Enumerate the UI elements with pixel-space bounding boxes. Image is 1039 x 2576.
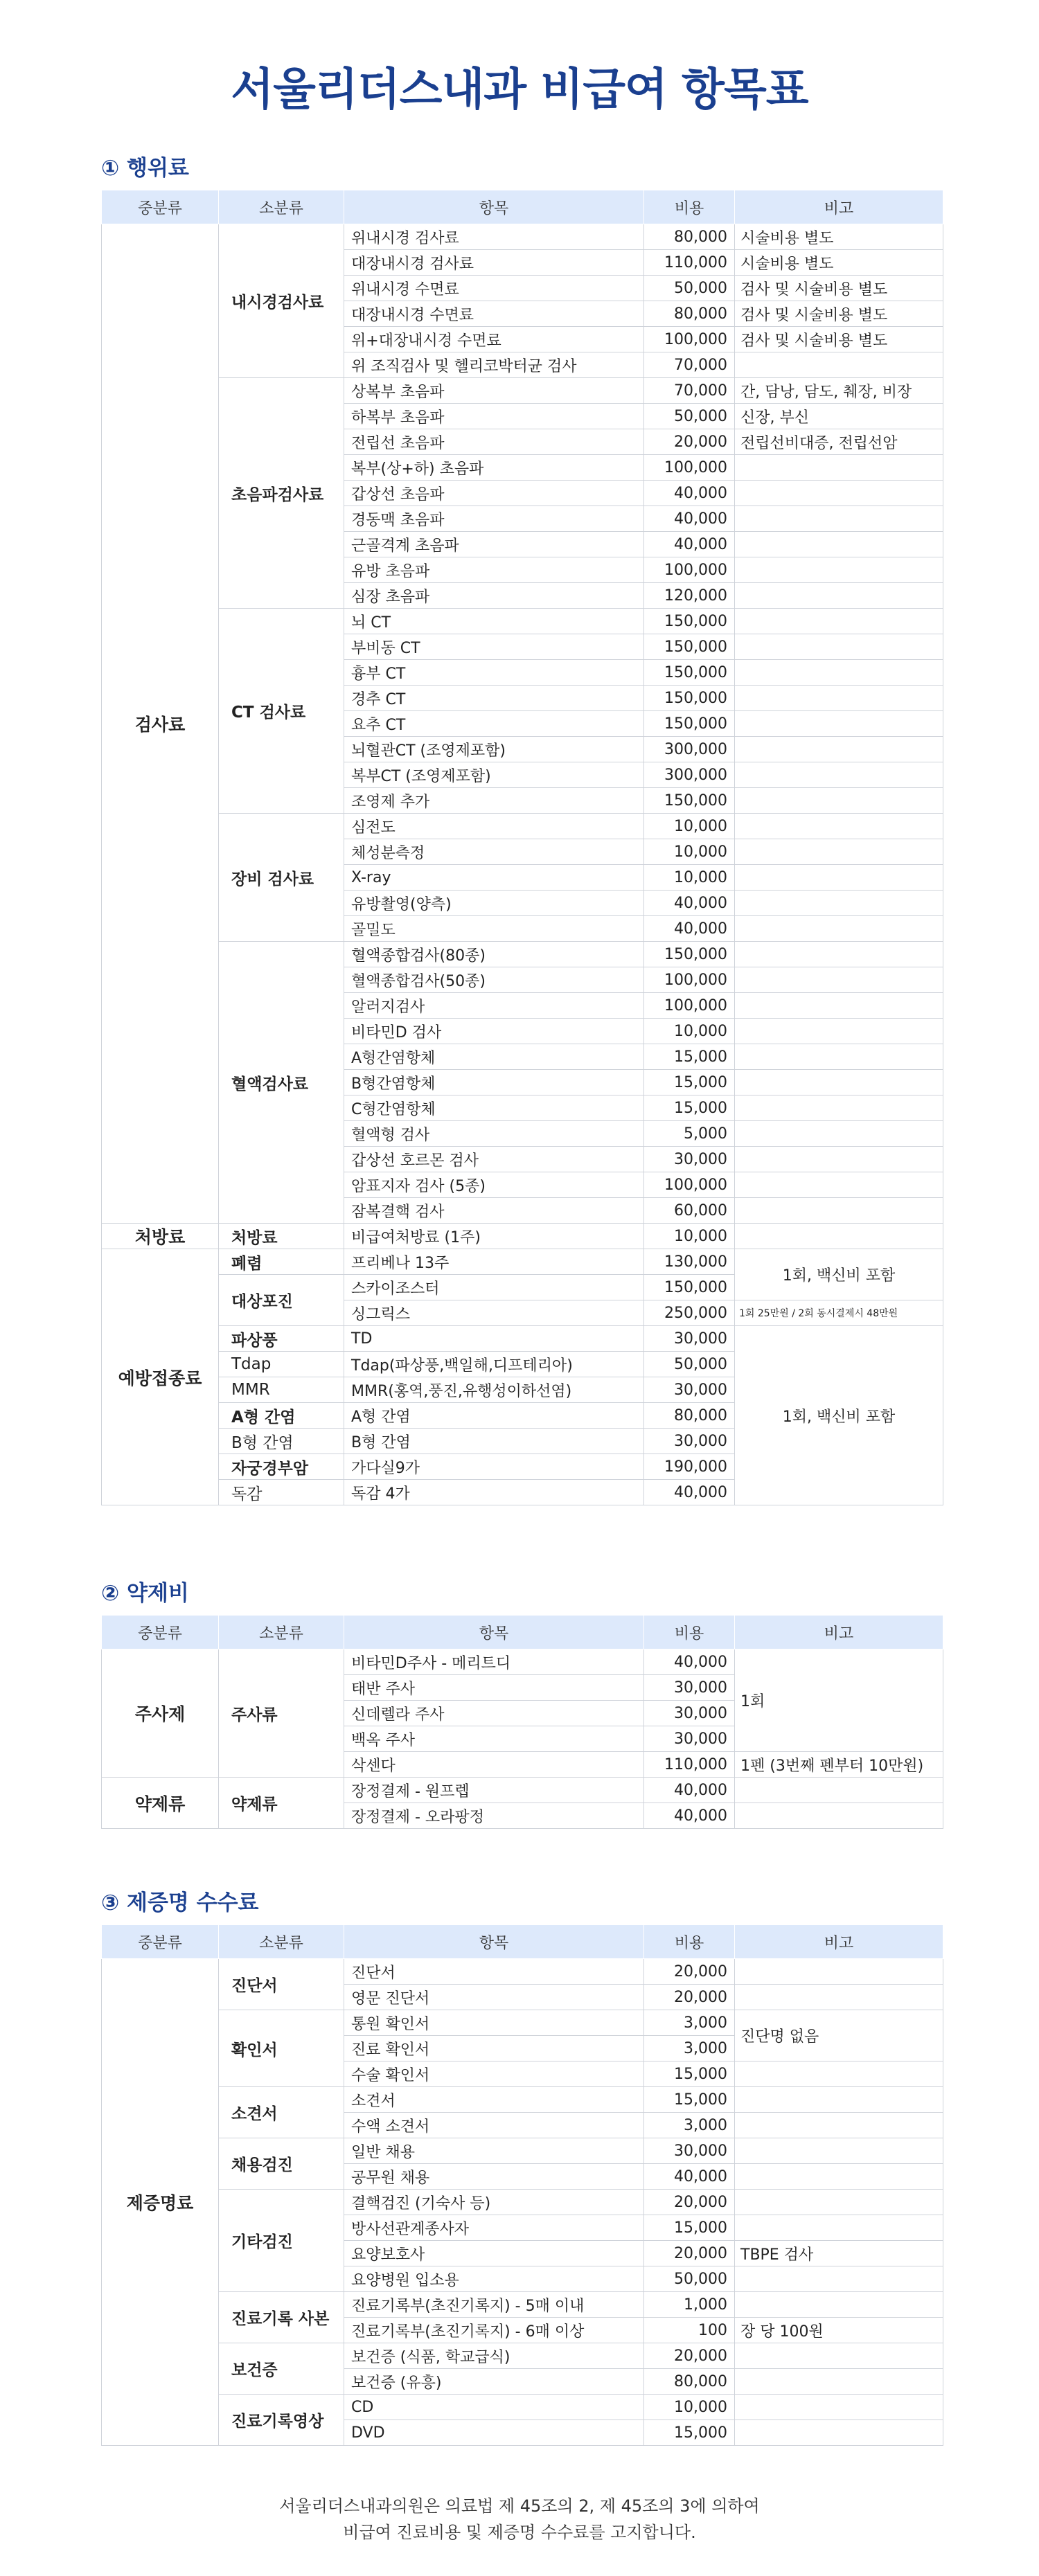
item-note bbox=[735, 2164, 943, 2190]
item-note: 신장, 부신 bbox=[735, 404, 943, 429]
item-cost: 150,000 bbox=[644, 634, 735, 660]
item-cost: 30,000 bbox=[644, 2138, 735, 2164]
table-row bbox=[102, 942, 943, 967]
item-note bbox=[735, 2113, 943, 2138]
item-note: 전립선비대증, 전립선암 bbox=[735, 429, 943, 455]
item-cost: 15,000 bbox=[644, 1095, 735, 1121]
item-name: 위내시경 검사료 bbox=[344, 224, 644, 250]
item-name: 가다실9가 bbox=[344, 1454, 644, 1480]
item-note bbox=[735, 762, 943, 788]
item-note: 검사 및 시술비용 별도 bbox=[735, 301, 943, 327]
item-cost: 250,000 bbox=[644, 1300, 735, 1326]
item-cost: 300,000 bbox=[644, 737, 735, 762]
item-name: 비타민D주사 - 메리트디 bbox=[344, 1649, 644, 1675]
table-row bbox=[102, 2343, 943, 2369]
minor-category: 혈액검사료 bbox=[219, 942, 344, 1224]
item-name: 프리베나 13주 bbox=[344, 1249, 644, 1275]
item-note bbox=[735, 1121, 943, 1147]
item-cost: 5,000 bbox=[644, 1121, 735, 1147]
item-name: 요양보호사 bbox=[344, 2241, 644, 2266]
column-header-minor: 소분류 bbox=[219, 190, 344, 224]
item-cost: 150,000 bbox=[644, 660, 735, 686]
item-cost: 30,000 bbox=[644, 1326, 735, 1352]
item-note-merged: 1회 bbox=[735, 1649, 943, 1752]
item-name: 유방촬영(양측) bbox=[344, 891, 644, 916]
item-cost: 30,000 bbox=[644, 1429, 735, 1454]
item-cost: 10,000 bbox=[644, 2395, 735, 2420]
item-name: 경추 CT bbox=[344, 686, 644, 711]
item-cost: 20,000 bbox=[644, 1959, 735, 1985]
column-header-cost: 비용 bbox=[644, 1925, 735, 1959]
item-cost: 40,000 bbox=[644, 916, 735, 942]
item-note bbox=[735, 660, 943, 686]
item-cost: 80,000 bbox=[644, 301, 735, 327]
item-name: CD bbox=[344, 2395, 644, 2420]
item-name: 장정결제 - 오라팡정 bbox=[344, 1803, 644, 1829]
item-name: 신데렐라 주사 bbox=[344, 1701, 644, 1726]
item-note bbox=[735, 2395, 943, 2420]
minor-category: 확인서 bbox=[219, 2010, 344, 2087]
item-note bbox=[735, 1044, 943, 1070]
minor-category: 파상풍 bbox=[219, 1326, 344, 1352]
item-cost: 40,000 bbox=[644, 506, 735, 532]
item-note bbox=[735, 1095, 943, 1121]
footer-line-1: 서울리더스내과의원은 의료법 제 45조의 2, 제 45조의 3에 의하여 bbox=[279, 2496, 760, 2516]
item-note: 1회 25만원 / 2회 동시결제시 48만원 bbox=[735, 1300, 943, 1326]
item-name: 유방 초음파 bbox=[344, 557, 644, 583]
item-note bbox=[735, 2369, 943, 2395]
item-cost: 3,000 bbox=[644, 2113, 735, 2138]
item-note bbox=[735, 609, 943, 634]
item-name: 요추 CT bbox=[344, 711, 644, 737]
item-note bbox=[735, 839, 943, 865]
item-name: C형간염항체 bbox=[344, 1095, 644, 1121]
item-cost: 10,000 bbox=[644, 839, 735, 865]
item-name: 수액 소견서 bbox=[344, 2113, 644, 2138]
item-cost: 150,000 bbox=[644, 711, 735, 737]
item-name: 암표지자 검사 (5종) bbox=[344, 1172, 644, 1198]
section-heading: ① 행위료 bbox=[101, 156, 189, 181]
minor-category: 진료기록 사본 bbox=[219, 2292, 344, 2343]
item-name: 영문 진단서 bbox=[344, 1985, 644, 2010]
item-name: 위내시경 수면료 bbox=[344, 276, 644, 301]
item-name: 뇌혈관CT (조영제포함) bbox=[344, 737, 644, 762]
column-header-note: 비고 bbox=[735, 190, 943, 224]
major-category: 제증명료 bbox=[102, 1959, 219, 2446]
table-row bbox=[102, 2087, 943, 2113]
major-category: 검사료 bbox=[102, 224, 219, 1224]
header-row bbox=[102, 1925, 943, 1959]
item-name: 갑상선 초음파 bbox=[344, 481, 644, 506]
item-name: 진료기록부(초진기록지) - 6매 이상 bbox=[344, 2318, 644, 2343]
item-name: 경동맥 초음파 bbox=[344, 506, 644, 532]
item-note bbox=[735, 916, 943, 942]
item-cost: 50,000 bbox=[644, 1352, 735, 1377]
item-note bbox=[735, 1224, 943, 1249]
minor-category: 진료기록영상 bbox=[219, 2395, 344, 2446]
item-cost: 110,000 bbox=[644, 250, 735, 276]
minor-category: 대상포진 bbox=[219, 1275, 344, 1326]
major-category: 예방접종료 bbox=[102, 1249, 219, 1505]
minor-category: 초음파검사료 bbox=[219, 378, 344, 609]
item-name: 골밀도 bbox=[344, 916, 644, 942]
item-note-merged: 진단명 없음 bbox=[735, 2010, 943, 2061]
item-name: 근골격계 초음파 bbox=[344, 532, 644, 557]
item-name: 부비동 CT bbox=[344, 634, 644, 660]
table-row bbox=[102, 2010, 943, 2036]
item-note bbox=[735, 2215, 943, 2241]
table-row bbox=[102, 378, 943, 404]
item-name: 독감 4가 bbox=[344, 1480, 644, 1505]
item-cost: 150,000 bbox=[644, 788, 735, 814]
item-name: 보건증 (식품, 학교급식) bbox=[344, 2343, 644, 2369]
item-note: 장 당 100원 bbox=[735, 2318, 943, 2343]
item-cost: 20,000 bbox=[644, 2343, 735, 2369]
section-heading: ③ 제증명 수수료 bbox=[101, 1890, 259, 1915]
item-cost: 40,000 bbox=[644, 1803, 735, 1829]
minor-category: 독감 bbox=[219, 1480, 344, 1505]
item-cost: 80,000 bbox=[644, 2369, 735, 2395]
item-name: 소견서 bbox=[344, 2087, 644, 2113]
page-title: 서울리더스내과 비급여 항목표 bbox=[231, 64, 808, 116]
column-header-minor: 소분류 bbox=[219, 1616, 344, 1649]
item-cost: 150,000 bbox=[644, 686, 735, 711]
item-cost: 15,000 bbox=[644, 2087, 735, 2113]
item-name: 위+대장내시경 수면료 bbox=[344, 327, 644, 352]
item-note bbox=[735, 788, 943, 814]
header-row bbox=[102, 190, 943, 224]
item-cost: 3,000 bbox=[644, 2036, 735, 2061]
item-name: 뇌 CT bbox=[344, 609, 644, 634]
item-name: B형 간염 bbox=[344, 1429, 644, 1454]
item-note bbox=[735, 2190, 943, 2215]
minor-category: A형 간염 bbox=[219, 1403, 344, 1429]
item-name: 공무원 채용 bbox=[344, 2164, 644, 2190]
item-name: 대장내시경 검사료 bbox=[344, 250, 644, 276]
item-name: 복부(상+하) 초음파 bbox=[344, 455, 644, 481]
fee-table bbox=[101, 1924, 943, 2446]
item-name: 요양병원 입소용 bbox=[344, 2266, 644, 2292]
item-note bbox=[735, 583, 943, 609]
item-cost: 130,000 bbox=[644, 1249, 735, 1275]
column-header-item: 항목 bbox=[344, 1925, 644, 1959]
column-header-minor: 소분류 bbox=[219, 1925, 344, 1959]
item-cost: 40,000 bbox=[644, 891, 735, 916]
item-note bbox=[735, 352, 943, 378]
column-header-major: 중분류 bbox=[102, 190, 219, 224]
item-cost: 100,000 bbox=[644, 557, 735, 583]
item-note bbox=[735, 967, 943, 993]
item-note: 시술비용 별도 bbox=[735, 224, 943, 250]
item-note bbox=[735, 1172, 943, 1198]
item-name: 수술 확인서 bbox=[344, 2061, 644, 2087]
item-note bbox=[735, 1019, 943, 1044]
item-name: MMR(홍역,풍진,유행성이하선염) bbox=[344, 1377, 644, 1403]
minor-category: 소견서 bbox=[219, 2087, 344, 2138]
item-cost: 150,000 bbox=[644, 609, 735, 634]
item-note bbox=[735, 865, 943, 891]
table-row bbox=[102, 1224, 943, 1249]
item-cost: 60,000 bbox=[644, 1198, 735, 1224]
item-note: 시술비용 별도 bbox=[735, 250, 943, 276]
item-cost: 150,000 bbox=[644, 1275, 735, 1300]
item-cost: 110,000 bbox=[644, 1752, 735, 1778]
item-note bbox=[735, 2087, 943, 2113]
item-name: 위 조직검사 및 헬리코박터균 검사 bbox=[344, 352, 644, 378]
item-name: 백옥 주사 bbox=[344, 1726, 644, 1752]
table-row bbox=[102, 2292, 943, 2318]
item-name: 복부CT (조영제포함) bbox=[344, 762, 644, 788]
item-cost: 15,000 bbox=[644, 1070, 735, 1095]
item-name: 전립선 초음파 bbox=[344, 429, 644, 455]
section-drug-fees bbox=[101, 1579, 939, 1829]
item-name: 갑상선 호르몬 검사 bbox=[344, 1147, 644, 1172]
item-name: Tdap(파상풍,백일해,디프테리아) bbox=[344, 1352, 644, 1377]
table-row bbox=[102, 1649, 943, 1675]
column-header-major: 중분류 bbox=[102, 1616, 219, 1649]
item-cost: 10,000 bbox=[644, 814, 735, 839]
item-note bbox=[735, 2061, 943, 2087]
item-name: 장정결제 - 원프렙 bbox=[344, 1778, 644, 1803]
column-header-cost: 비용 bbox=[644, 1616, 735, 1649]
item-name: 태반 주사 bbox=[344, 1675, 644, 1701]
minor-category: MMR bbox=[219, 1377, 344, 1403]
item-name: 스카이조스터 bbox=[344, 1275, 644, 1300]
item-note bbox=[735, 993, 943, 1019]
minor-category: CT 검사료 bbox=[219, 609, 344, 814]
item-note bbox=[735, 481, 943, 506]
table-row bbox=[102, 609, 943, 634]
minor-category: 기타검진 bbox=[219, 2190, 344, 2292]
minor-category: B형 간염 bbox=[219, 1429, 344, 1454]
item-cost: 80,000 bbox=[644, 1403, 735, 1429]
item-note bbox=[735, 1198, 943, 1224]
footer-notice bbox=[0, 2493, 1039, 2546]
item-note bbox=[735, 2266, 943, 2292]
item-name: 비급여처방료 (1주) bbox=[344, 1224, 644, 1249]
item-cost: 15,000 bbox=[644, 1044, 735, 1070]
item-cost: 15,000 bbox=[644, 2420, 735, 2446]
item-name: TD bbox=[344, 1326, 644, 1352]
item-cost: 40,000 bbox=[644, 1778, 735, 1803]
item-note: 간, 담낭, 담도, 췌장, 비장 bbox=[735, 378, 943, 404]
header-row bbox=[102, 1616, 943, 1649]
fee-table bbox=[101, 190, 943, 1505]
item-cost: 15,000 bbox=[644, 2215, 735, 2241]
item-note bbox=[735, 942, 943, 967]
item-name: 통원 확인서 bbox=[344, 2010, 644, 2036]
item-note bbox=[735, 1985, 943, 2010]
item-note bbox=[735, 814, 943, 839]
fee-table bbox=[101, 1615, 943, 1829]
major-category: 처방료 bbox=[102, 1224, 219, 1249]
item-note bbox=[735, 2343, 943, 2369]
minor-category: 주사류 bbox=[219, 1649, 344, 1778]
minor-category: 진단서 bbox=[219, 1959, 344, 2010]
item-name: 진료기록부(초진기록지) - 5매 이내 bbox=[344, 2292, 644, 2318]
column-header-item: 항목 bbox=[344, 1616, 644, 1649]
item-name: 심전도 bbox=[344, 814, 644, 839]
item-cost: 10,000 bbox=[644, 1019, 735, 1044]
item-cost: 100,000 bbox=[644, 327, 735, 352]
item-note-merged: 1회, 백신비 포함 bbox=[735, 1326, 943, 1505]
item-cost: 20,000 bbox=[644, 2190, 735, 2215]
item-cost: 100,000 bbox=[644, 455, 735, 481]
item-cost: 100,000 bbox=[644, 1172, 735, 1198]
item-cost: 70,000 bbox=[644, 352, 735, 378]
item-name: 결핵검진 (기숙사 등) bbox=[344, 2190, 644, 2215]
item-cost: 50,000 bbox=[644, 404, 735, 429]
item-note-merged: 1회, 백신비 포함 bbox=[735, 1249, 943, 1300]
item-note bbox=[735, 1070, 943, 1095]
item-cost: 1,000 bbox=[644, 2292, 735, 2318]
item-note bbox=[735, 1778, 943, 1803]
item-name: 조영제 추가 bbox=[344, 788, 644, 814]
item-note bbox=[735, 455, 943, 481]
item-note: 검사 및 시술비용 별도 bbox=[735, 327, 943, 352]
table-row bbox=[102, 2138, 943, 2164]
table-row bbox=[102, 1959, 943, 1985]
minor-category: 장비 검사료 bbox=[219, 814, 344, 942]
table-row bbox=[102, 814, 943, 839]
table-row bbox=[102, 1326, 943, 1352]
item-name: A형 간염 bbox=[344, 1403, 644, 1429]
table-row bbox=[102, 1249, 943, 1275]
item-cost: 3,000 bbox=[644, 2010, 735, 2036]
item-cost: 40,000 bbox=[644, 532, 735, 557]
item-cost: 50,000 bbox=[644, 276, 735, 301]
column-header-note: 비고 bbox=[735, 1616, 943, 1649]
table-row bbox=[102, 2395, 943, 2420]
item-name: A형간염항체 bbox=[344, 1044, 644, 1070]
item-cost: 50,000 bbox=[644, 2266, 735, 2292]
item-name: 알러지검사 bbox=[344, 993, 644, 1019]
item-name: 흉부 CT bbox=[344, 660, 644, 686]
item-name: 싱그릭스 bbox=[344, 1300, 644, 1326]
item-name: 체성분측정 bbox=[344, 839, 644, 865]
column-header-cost: 비용 bbox=[644, 190, 735, 224]
table-row bbox=[102, 2190, 943, 2215]
item-name: 진단서 bbox=[344, 1959, 644, 1985]
item-name: 진료 확인서 bbox=[344, 2036, 644, 2061]
item-cost: 40,000 bbox=[644, 2164, 735, 2190]
minor-category: 보건증 bbox=[219, 2343, 344, 2395]
item-cost: 80,000 bbox=[644, 224, 735, 250]
item-name: 삭센다 bbox=[344, 1752, 644, 1778]
item-name: 비타민D 검사 bbox=[344, 1019, 644, 1044]
section-certificate-fees bbox=[101, 1888, 939, 2446]
item-note: TBPE 검사 bbox=[735, 2241, 943, 2266]
item-name: DVD bbox=[344, 2420, 644, 2446]
item-cost: 40,000 bbox=[644, 1480, 735, 1505]
section-procedure-fees bbox=[101, 154, 939, 1505]
item-name: 상복부 초음파 bbox=[344, 378, 644, 404]
item-note bbox=[735, 634, 943, 660]
item-note bbox=[735, 686, 943, 711]
footer-line-2: 비급여 진료비용 및 제증명 수수료를 고지합니다. bbox=[343, 2523, 696, 2542]
item-cost: 300,000 bbox=[644, 762, 735, 788]
item-name: 혈액형 검사 bbox=[344, 1121, 644, 1147]
item-note bbox=[735, 1147, 943, 1172]
table-row bbox=[102, 1778, 943, 1803]
item-note bbox=[735, 2138, 943, 2164]
item-cost: 20,000 bbox=[644, 2241, 735, 2266]
minor-category: 폐렴 bbox=[219, 1249, 344, 1275]
major-category: 주사제 bbox=[102, 1649, 219, 1778]
item-name: B형간염항체 bbox=[344, 1070, 644, 1095]
table-row bbox=[102, 224, 943, 250]
item-cost: 100 bbox=[644, 2318, 735, 2343]
item-note bbox=[735, 557, 943, 583]
item-name: 심장 초음파 bbox=[344, 583, 644, 609]
minor-category: 처방료 bbox=[219, 1224, 344, 1249]
item-cost: 30,000 bbox=[644, 1675, 735, 1701]
item-cost: 10,000 bbox=[644, 1224, 735, 1249]
item-note bbox=[735, 2292, 943, 2318]
item-name: 보건증 (유흥) bbox=[344, 2369, 644, 2395]
item-note bbox=[735, 2420, 943, 2446]
item-note: 검사 및 시술비용 별도 bbox=[735, 276, 943, 301]
item-name: 하복부 초음파 bbox=[344, 404, 644, 429]
column-header-item: 항목 bbox=[344, 190, 644, 224]
major-category: 약제류 bbox=[102, 1778, 219, 1829]
minor-category: 자궁경부암 bbox=[219, 1454, 344, 1480]
item-name: 일반 채용 bbox=[344, 2138, 644, 2164]
item-note: 1펜 (3번째 펜부터 10만원) bbox=[735, 1752, 943, 1778]
item-cost: 10,000 bbox=[644, 865, 735, 891]
item-note bbox=[735, 532, 943, 557]
item-cost: 190,000 bbox=[644, 1454, 735, 1480]
item-cost: 40,000 bbox=[644, 1649, 735, 1675]
item-cost: 30,000 bbox=[644, 1147, 735, 1172]
item-name: 방사선관계종사자 bbox=[344, 2215, 644, 2241]
minor-category: Tdap bbox=[219, 1352, 344, 1377]
item-note bbox=[735, 891, 943, 916]
item-cost: 30,000 bbox=[644, 1377, 735, 1403]
item-note bbox=[735, 1803, 943, 1829]
item-cost: 30,000 bbox=[644, 1701, 735, 1726]
minor-category: 채용검진 bbox=[219, 2138, 344, 2190]
item-name: 잠복결핵 검사 bbox=[344, 1198, 644, 1224]
item-note bbox=[735, 1959, 943, 1985]
item-cost: 15,000 bbox=[644, 2061, 735, 2087]
item-cost: 40,000 bbox=[644, 481, 735, 506]
item-cost: 100,000 bbox=[644, 993, 735, 1019]
item-cost: 30,000 bbox=[644, 1726, 735, 1752]
item-cost: 120,000 bbox=[644, 583, 735, 609]
minor-category: 약제류 bbox=[219, 1778, 344, 1829]
column-header-note: 비고 bbox=[735, 1925, 943, 1959]
item-name: 혈액종합검사(50종) bbox=[344, 967, 644, 993]
item-note bbox=[735, 711, 943, 737]
item-cost: 70,000 bbox=[644, 378, 735, 404]
item-note bbox=[735, 506, 943, 532]
item-cost: 150,000 bbox=[644, 942, 735, 967]
item-cost: 20,000 bbox=[644, 429, 735, 455]
section-heading: ② 약제비 bbox=[101, 1581, 189, 1606]
item-name: X-ray bbox=[344, 865, 644, 891]
minor-category: 내시경검사료 bbox=[219, 224, 344, 378]
item-cost: 20,000 bbox=[644, 1985, 735, 2010]
item-note bbox=[735, 737, 943, 762]
column-header-major: 중분류 bbox=[102, 1925, 219, 1959]
item-cost: 100,000 bbox=[644, 967, 735, 993]
item-name: 혈액종합검사(80종) bbox=[344, 942, 644, 967]
item-name: 대장내시경 수면료 bbox=[344, 301, 644, 327]
